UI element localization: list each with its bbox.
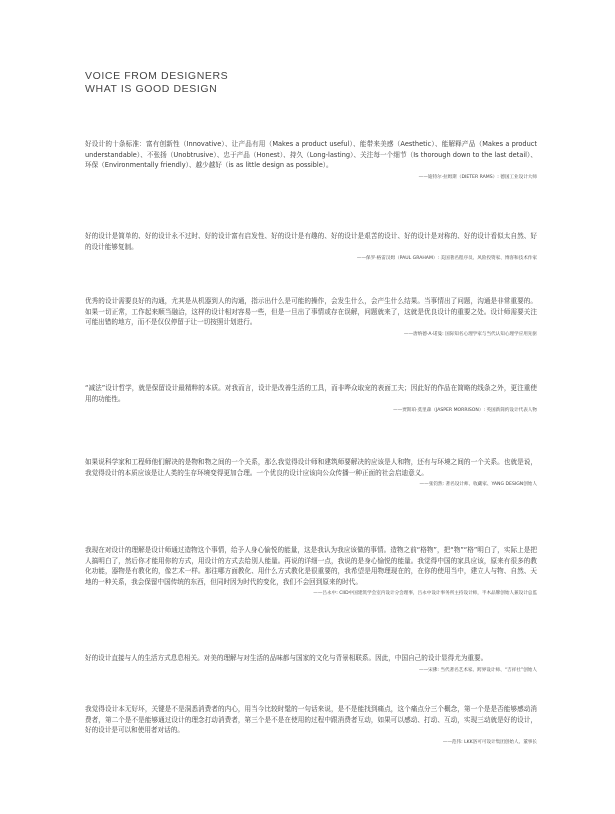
quote-block-4: [85, 383, 537, 415]
quote-text: 好的设计直接与人的生活方式息息相关。对美的理解与对生活的品味都与国家的文化与背景相联系。因此，中国自己的设计显得尤为重要。: [85, 654, 488, 662]
quote-text: “减法”设计哲学，就是保留设计最精粹的本质。对我而言，设计是改善生活的工具，而非哗众取宠的表面工夫；因此好的作品在简略的线条之外，更注重使用的功能性。: [85, 384, 537, 403]
quote-text: 优秀的设计需要良好的沟通，尤其是从机器到人的沟通，指示出什么是可能的操作，会发生什么，会产生什么结果。当事情出了问题，沟通是非常重要的。如果一切正常，工作起来顺当融洽，这样的设计相对容易一些，但是一旦出了事情或存在误解，问题就来了，这就是优良设计的重要之处。设计师需要关注可能出错的地方，而不是仅仅停留于让一切按照计划进行。: [85, 297, 537, 326]
quote-block-6: [85, 545, 537, 598]
heading-line-2: WHAT IS GOOD DESIGN: [85, 83, 218, 95]
quote-attribution: ——张钧然: 著名设计师、收藏家、YANG DESIGN创始人: [419, 482, 537, 487]
page-heading: [85, 70, 228, 96]
heading-line-1: VOICE FROM DESIGNERS: [85, 70, 229, 82]
quote-text: 我现在对设计的理解是设计师通过造物这个事情，给予人身心愉悦的能量，这是我认为我应该做的事情。造物之前“格物”，把“物”“格”明白了，实际上是把人搞明白了，然后你才能用你的方式，用设计的方式去给别人能量。再说的详细一点，我说的是身心愉悦的能量。我觉得中国的家具应该，原来有很多的教化功能，器物是有教化的，像艺术一样。那往哪方面教化、用什么方式教化是很重要的，我希望是用物理现在的，在你的使用当中，建立人与物、自然、天地的一种关系，我会保留中国传统的东西，但同时因为时代的变化，我们不会回到原来的时代。: [85, 546, 537, 586]
quote-attribution: ——贾斯珀·莫里森（JASPER MORRISON）: 英国新简约设计代表人物: [393, 408, 537, 413]
quote-attribution: ——唐纳德·A·诺曼: 国际知名心理学家与当代认知心理学应用先驱: [403, 331, 537, 337]
quote-block-5: [85, 457, 537, 489]
quote-text: 我觉得设计本无好坏，关键是不是洞悉消费者的内心，用当今比较时髦的一句话来说，是不是能找到痛点，这个痛点分三个概念，第一个是是否能够感动消费者，第二个是不是能够通过设计的理念打动消费者，第三个是不是在使用的过程中跟消费者互动，如果可以感动、打动、互动，实现三动就是好的设计，好的设计是可以和使用者对话的。: [85, 705, 537, 734]
quote-attribution: ——吕永中: CIID中国建筑学会室内设计分会理事，吕永中设计事务所主持设计师，半木品牌创始人兼设计总监: [313, 591, 537, 596]
quote-text: 好的设计是简单的、好的设计永不过时、好的设计富有启发性、好的设计是有趣的、好的设计是艰苦的设计、好的设计是对称的、好的设计看似太自然、好的设计能够复制。: [85, 232, 537, 251]
quote-block-2: [85, 231, 537, 263]
quote-block-8: [85, 704, 537, 747]
quote-attribution: ——范伟: LKK洛可可设计集团创始人、董事长: [442, 739, 537, 745]
quote-block-3: [85, 296, 537, 339]
quote-text: 如果说科学家和工程师他们解决的是物和物之间的一个关系，那么我觉得设计师和建筑师要解决的应该是人和物，还有与环境之间的一个关系。也就是说，我觉得设计的本质应该是让人类的生存环境变得更加合理。一个优良的设计应该向公众传播一种正面的社会启迪意义。: [85, 458, 537, 477]
quote-attribution: ——宋佛: 当代著名艺术家、跨界设计师、“吉祥社”创始人: [418, 667, 537, 673]
quote-attribution: ——迪特尔·拉姆斯（DIETER RAMS）: 德国工业设计大师: [418, 174, 537, 180]
quote-block-1: [85, 139, 537, 182]
quote-attribution: ——保罗·格雷汉姆（PAUL GRAHAM）: 美国著名程序员、风险投资家、博客和技术作家: [356, 256, 537, 261]
quote-text: 好设计的十条标准：富有创新性（Innovative）、让产品有用（Makes a product useful）、能带来美感（Aesthetic）、能解释产品（Makes a product understandable）、不张扬（Unobtrusive）、忠于产品（Honest）、持久（Long-lasting）、关注每一个细节（Is thorough down to the last detail）、环保（Environmentally friendly）、越少越好（is as little design as possible）。: [85, 140, 537, 169]
quote-block-7: [85, 653, 537, 675]
